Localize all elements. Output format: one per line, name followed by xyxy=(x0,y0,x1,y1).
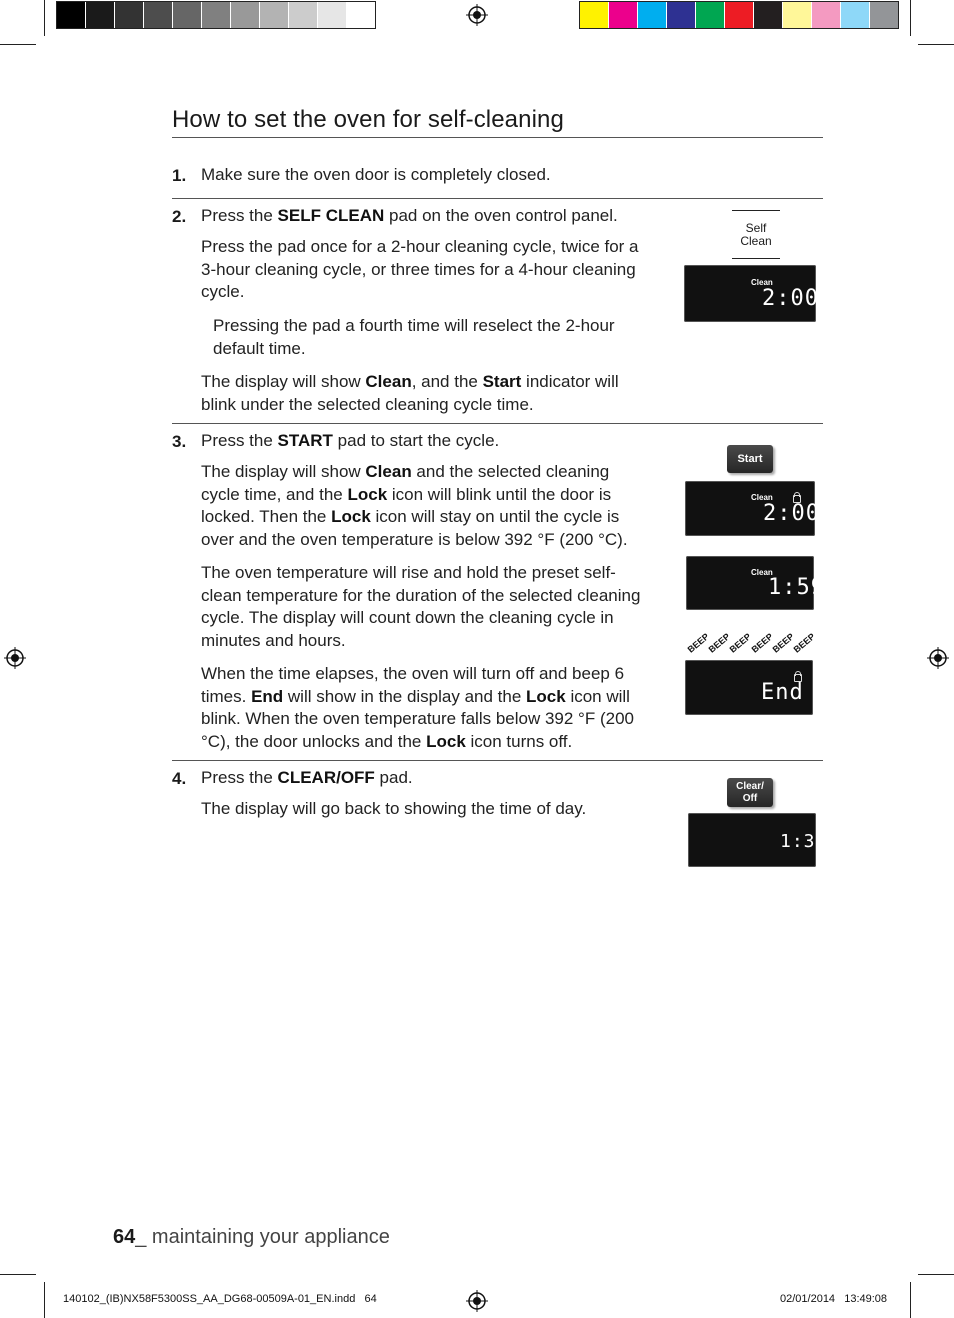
step-3-display-info: The display will show Clean and the selected cleaning cycle time, and the Lock icon will blink until the door is locked. Then the Lock icon will stay on until the cycle is over and the oven temperature is below 392 °F (200 °C). xyxy=(201,462,628,549)
display-digits: End xyxy=(761,680,804,705)
file-slug: 140102_(IB)NX58F5300SS_AA_DG68-00509A-01_EN.indd 64 xyxy=(63,1293,377,1305)
step-2-display-info: The display will show Clean, and the Start indicator will blink under the selected cleaning cycle time. xyxy=(201,372,619,414)
crop-mark xyxy=(44,1282,45,1318)
oven-display xyxy=(686,556,825,610)
step-4-result: The display will go back to showing the time of day. xyxy=(201,799,587,818)
crop-mark xyxy=(0,1274,36,1275)
display-digits: 1:59 xyxy=(768,575,825,600)
oven-display xyxy=(688,813,828,867)
step-2-cycle-options: Press the pad once for a 2-hour cleaning cycle, twice for a 3-hour cleaning cycle, or three times for a 4-hour cleaning cycle. xyxy=(201,237,639,301)
divider xyxy=(172,423,823,424)
registration-mark-icon xyxy=(4,647,26,669)
beep-label: BEEP xyxy=(685,631,711,655)
beep-label: BEEP xyxy=(749,631,775,655)
start-pad: Start xyxy=(727,445,773,473)
step-2-note: Pressing the pad a fourth time will reselect the 2-hour default time. xyxy=(213,316,615,358)
divider xyxy=(172,198,823,199)
beep-label: BEEP xyxy=(727,631,753,655)
title-underline xyxy=(172,137,823,138)
crop-mark xyxy=(918,1274,954,1275)
step-1-text: Make sure the oven door is completely closed. xyxy=(201,165,551,184)
divider xyxy=(172,760,823,761)
step-3-instruction: Press the START pad to start the cycle. xyxy=(201,431,500,450)
step-number: 3. xyxy=(172,432,187,451)
step-number: 4. xyxy=(172,769,187,788)
oven-display xyxy=(684,265,819,322)
display-digits: 1:30 xyxy=(780,831,828,852)
display-digits: 2:00 xyxy=(763,501,820,526)
page-title: How to set the oven for self-cleaning xyxy=(172,106,564,133)
page-footer xyxy=(113,1226,390,1249)
step-number: 1. xyxy=(172,166,187,185)
oven-display xyxy=(685,660,813,715)
beep-label: BEEP xyxy=(791,631,817,655)
clear-off-pad: Clear/ Off xyxy=(727,778,773,807)
step-3-end-info: When the time elapses, the oven will turn off and beep 6 times. End will show in the display and the Lock icon will blink. When the oven temperature falls below 392 °F (200 °C), the door unlocks and the Lock icon turns off. xyxy=(201,664,634,751)
registration-mark-icon xyxy=(466,4,488,26)
display-label: Clean xyxy=(751,493,773,502)
crop-mark xyxy=(918,44,954,45)
beep-label: BEEP xyxy=(706,631,732,655)
self-clean-pad: Self Clean xyxy=(732,210,780,259)
display-label: Clean xyxy=(751,278,773,287)
beep-label: BEEP xyxy=(770,631,796,655)
crop-mark xyxy=(44,0,45,36)
crop-mark xyxy=(0,44,36,45)
step-3-countdown-info: The oven temperature will rise and hold the preset self-clean temperature for the duration of the selected cleaning cycle. The display will count down the cleaning cycle in minutes and hours. xyxy=(201,563,641,650)
color-bar-frame xyxy=(56,1,376,29)
date-slug: 02/01/2014 13:49:08 xyxy=(780,1293,888,1305)
display-digits: 2:00 xyxy=(762,286,819,311)
step-4-instruction: Press the CLEAR/OFF pad. xyxy=(201,768,413,787)
display-label: Clean xyxy=(751,568,773,577)
oven-display xyxy=(685,481,820,536)
registration-mark-icon xyxy=(927,647,949,669)
crop-mark xyxy=(910,1282,911,1318)
step-2-instruction: Press the SELF CLEAN pad on the oven control panel. xyxy=(201,206,618,225)
crop-mark xyxy=(910,0,911,36)
section-name: _ maintaining your appliance xyxy=(135,1226,390,1248)
step-number: 2. xyxy=(172,207,187,226)
color-bar-frame xyxy=(579,1,899,29)
registration-mark-icon xyxy=(466,1290,488,1312)
page-number: 64 xyxy=(113,1226,136,1248)
